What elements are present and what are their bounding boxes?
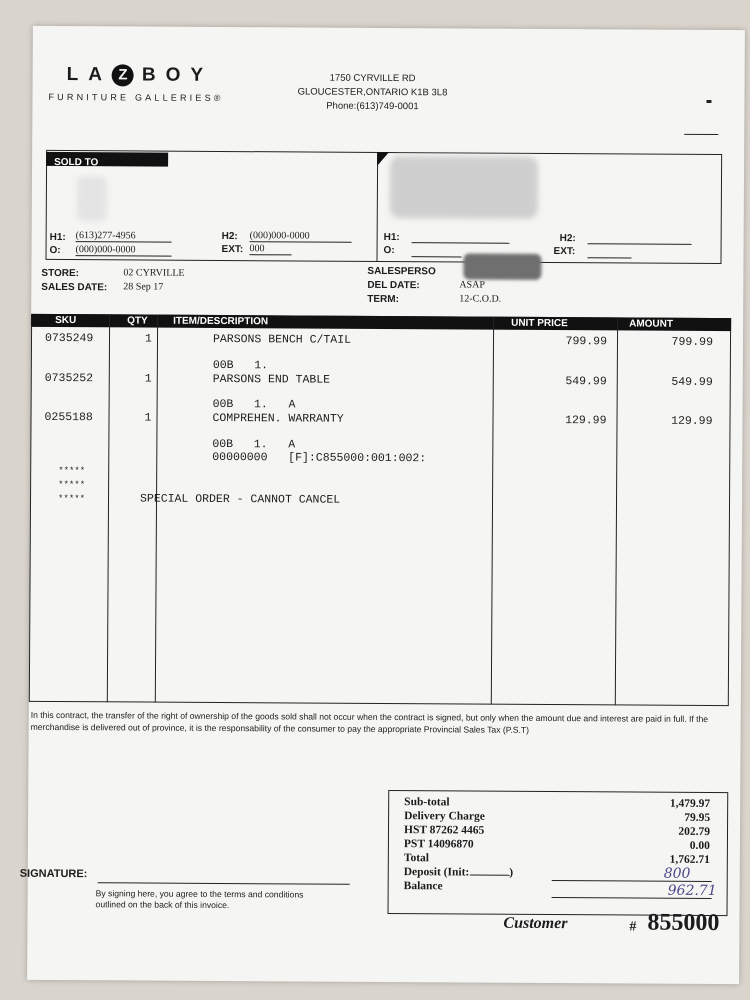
row3-sub: 00B 1. A (212, 437, 296, 452)
ship-h2-label: H2: (559, 233, 576, 245)
total-value: 1,762.71 (669, 853, 710, 866)
redacted-name (77, 176, 107, 221)
term-value: 12-C.O.D. (459, 293, 502, 305)
delivery-value: 79.95 (684, 811, 711, 824)
contract-terms: In this contract, the transfer of the right of ownership of the goods sold shall not occur when the contract is signed, but only when the amount due and interest are paid in full. If the merchandise is delivered out of province, it is the responsability of the consumer to pay the appropriate Provincial Sales Tax (P.S.T) (30, 709, 709, 735)
logo-text-left: LA (66, 64, 113, 86)
row2-qty: 1 (144, 372, 152, 386)
row3-unit: 129.99 (565, 414, 607, 428)
row2-amount: 549.99 (671, 375, 713, 389)
row1-desc: PARSONS BENCH C/TAIL (212, 332, 352, 347)
special-order-note: SPECIAL ORDER - CANNOT CANCEL (139, 492, 341, 507)
ext-value: 000 (250, 243, 292, 255)
signature-note (96, 888, 304, 911)
logo-z-mark: Z (112, 64, 134, 86)
ship-to-corner (377, 152, 389, 166)
term-label: TERM: (367, 293, 399, 306)
del-date-label: DEL DATE: (367, 279, 420, 292)
deposit-label-text: Deposit (Init: (403, 866, 470, 879)
redacted-ship-to (390, 156, 538, 219)
sales-date-label: SALES DATE: (41, 281, 108, 294)
signature-note-line-2: outlined on the back of this invoice. (95, 899, 230, 911)
redacted-salesperson (463, 253, 541, 279)
del-date-value: ASAP (459, 279, 485, 291)
row1-sku: 0735249 (44, 331, 94, 346)
row3-amount: 129.99 (671, 414, 713, 428)
col-desc-header: ITEM/DESCRIPTION (173, 315, 269, 328)
deposit-label-paren: ) (509, 866, 514, 879)
row3-sku: 0255188 (44, 410, 93, 425)
sold-to-title: SOLD TO (54, 156, 99, 169)
h1-label: H1: (49, 231, 66, 244)
col-unit-header: UNIT PRICE (511, 317, 568, 330)
total-label: Total (403, 852, 430, 865)
row2-unit: 549.99 (565, 375, 607, 389)
col-sku-header: SKU (55, 314, 77, 327)
hst-value: 202.79 (678, 825, 711, 838)
signature-note-line-1: By signing here, you agree to the terms and conditions (95, 888, 304, 900)
store-label: STORE: (41, 267, 80, 280)
row1-qty: 1 (144, 332, 152, 346)
hst-label: HST 87262 4465 (403, 824, 485, 837)
store-phone: Phone:(613)749-0001 (326, 100, 419, 113)
store-value: 02 CYRVILLE (123, 267, 185, 279)
invoice-number: 855000 (647, 909, 720, 937)
h2-value: (000)000-0000 (250, 230, 352, 243)
delivery-label: Delivery Charge (404, 810, 485, 823)
col-qty-header: QTY (127, 315, 148, 327)
row1-amount: 799.99 (671, 335, 714, 349)
o-label: O: (49, 244, 61, 257)
row3-qty: 1 (144, 411, 152, 425)
stars-1: ***** (58, 465, 86, 477)
corner-rule (684, 134, 718, 135)
pst-label: PST 14096870 (403, 838, 474, 851)
row2-sub: 00B 1. A (212, 397, 296, 412)
deposit-init-line (469, 875, 509, 876)
signature-line[interactable] (98, 882, 350, 885)
h2-label: H2: (221, 230, 238, 243)
copy-type: Customer (503, 914, 568, 933)
salesperson-label: SALESPERSO (367, 265, 436, 278)
row1-unit: 799.99 (565, 335, 608, 349)
items-table (29, 314, 731, 706)
brand-logo (67, 64, 214, 87)
store-address (287, 71, 457, 114)
deposit-value: 800 (663, 865, 691, 882)
row1-sub: 00B 1. (212, 358, 269, 373)
balance-label: Balance (403, 880, 443, 893)
row2-desc: PARSONS END TABLE (212, 372, 331, 387)
corner-mark (706, 100, 711, 103)
invoice-hash: # (629, 919, 637, 935)
sales-date-value: 28 Sep 17 (123, 281, 164, 293)
ext-label: EXT: (221, 243, 244, 256)
brand-subtitle: FURNITURE GALLERIES® (48, 91, 224, 104)
balance-value: 962.71 (667, 882, 717, 900)
h1-value: (613)277-4956 (76, 230, 172, 243)
stars-2: ***** (58, 479, 86, 491)
address-line-2: GLOUCESTER,ONTARIO K1B 3L8 (297, 86, 448, 99)
ship-h1-label: H1: (383, 231, 400, 244)
row2-sku: 0735252 (44, 371, 94, 386)
o-value: (000)000-0000 (76, 244, 172, 257)
subtotal-label: Sub-total (404, 796, 450, 809)
col-amount-header: AMOUNT (629, 318, 674, 330)
deposit-label (404, 866, 513, 879)
row3-desc: COMPREHEN. WARRANTY (212, 411, 344, 426)
ship-ext-label: EXT: (553, 246, 576, 258)
address-line-1: 1750 CYRVILLE RD (329, 72, 416, 85)
signature-label: SIGNATURE: (19, 867, 88, 881)
ship-o-label: O: (383, 244, 395, 257)
subtotal-value: 1,479.97 (669, 797, 711, 810)
logo-text-right: BOY (141, 64, 214, 86)
reference-line: 00000000 [F]:C855000:001:002: (212, 450, 427, 466)
stars-3: ***** (58, 493, 86, 505)
invoice-paper (19, 26, 745, 984)
sold-to-header (46, 152, 168, 167)
pst-value: 0.00 (689, 839, 710, 852)
